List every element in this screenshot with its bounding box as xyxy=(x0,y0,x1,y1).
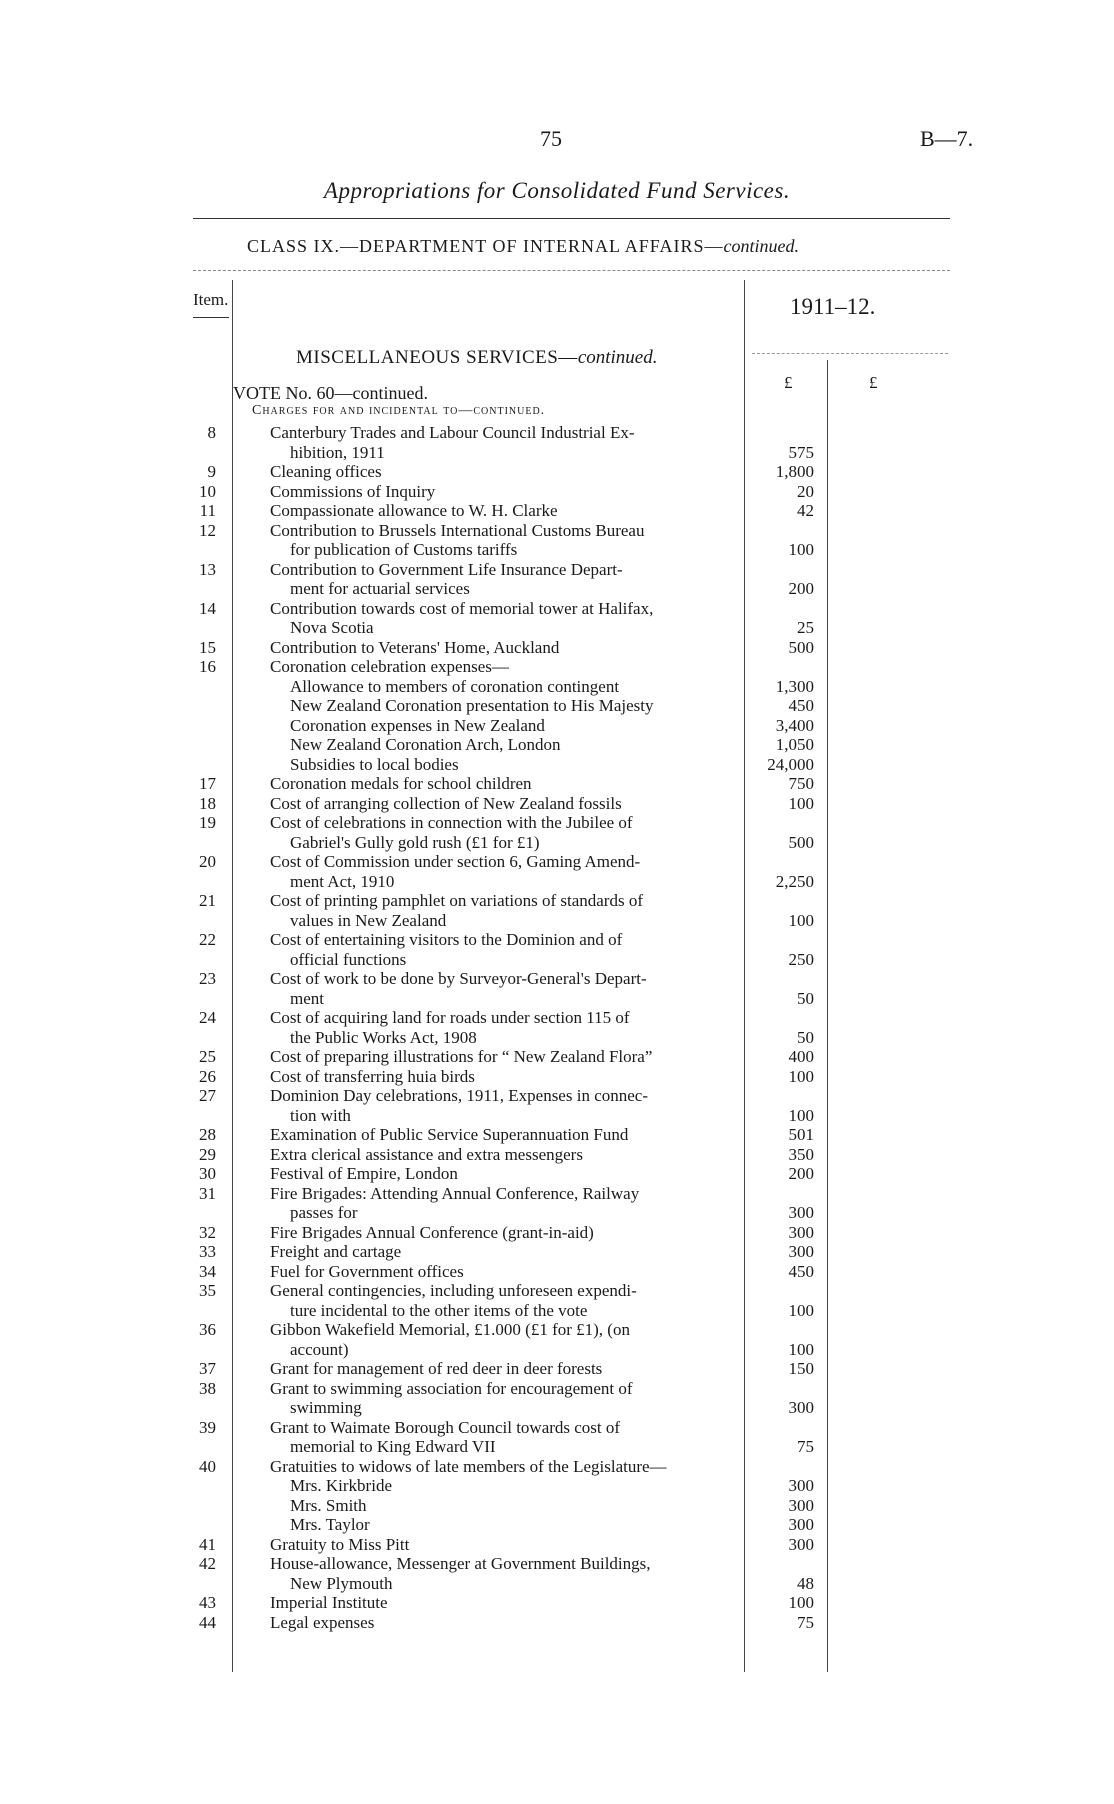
item-number: 17 xyxy=(199,774,216,793)
item-description: ment Act, 1910 xyxy=(290,872,395,891)
table-row xyxy=(0,1281,1114,1300)
item-description: Canterbury Trades and Labour Council Industrial Ex- xyxy=(270,423,635,442)
item-description: swimming xyxy=(290,1398,362,1417)
class-title xyxy=(247,236,799,257)
table-row xyxy=(0,462,1114,481)
item-number: 11 xyxy=(199,501,216,520)
vote-line: VOTE No. 60—continued. xyxy=(233,383,428,403)
item-description: House-allowance, Messenger at Government Buildings, xyxy=(270,1554,651,1573)
table-row xyxy=(0,1047,1114,1066)
table-row xyxy=(0,735,1114,754)
item-description: Cost of printing pamphlet on variations of standards of xyxy=(270,891,643,910)
item-amount: 501 xyxy=(788,1125,814,1144)
item-description: passes for xyxy=(290,1203,358,1222)
item-number: 28 xyxy=(199,1125,216,1144)
item-description: Mrs. Smith xyxy=(290,1496,367,1515)
item-description: Dominion Day celebrations, 1911, Expenses in connec- xyxy=(270,1086,648,1105)
table-row xyxy=(0,989,1114,1008)
table-row xyxy=(0,1593,1114,1612)
table-row xyxy=(0,1613,1114,1632)
table-row xyxy=(0,872,1114,891)
item-number: 19 xyxy=(199,813,216,832)
item-description: Contribution to Government Life Insurance Depart- xyxy=(270,560,623,579)
item-amount: 150 xyxy=(788,1359,814,1378)
item-description: official functions xyxy=(290,950,407,969)
item-amount: 300 xyxy=(788,1398,814,1417)
item-amount: 100 xyxy=(788,1301,814,1320)
table-row xyxy=(0,1515,1114,1534)
item-number: 35 xyxy=(199,1281,216,1300)
item-amount: 25 xyxy=(797,618,814,637)
item-amount: 100 xyxy=(788,1106,814,1125)
item-number: 23 xyxy=(199,969,216,988)
section-title xyxy=(296,347,658,369)
table-row xyxy=(0,1457,1114,1476)
top-rule xyxy=(193,218,950,219)
item-number: 26 xyxy=(199,1067,216,1086)
item-number: 16 xyxy=(199,657,216,676)
table-row xyxy=(0,1476,1114,1495)
item-column-header: Item. xyxy=(193,290,229,309)
year-column-header: 1911–12. xyxy=(790,294,876,319)
table-row xyxy=(0,423,1114,442)
item-description: Subsidies to local bodies xyxy=(290,755,459,774)
table-row xyxy=(0,1164,1114,1183)
item-description: Cost of celebrations in connection with the Jubilee of xyxy=(270,813,633,832)
item-amount: 2,250 xyxy=(775,872,814,891)
table-row xyxy=(0,813,1114,832)
table-row xyxy=(0,1106,1114,1125)
section-title-cont: continued. xyxy=(577,347,658,368)
item-amount: 400 xyxy=(788,1047,814,1066)
item-amount: 350 xyxy=(788,1145,814,1164)
item-number: 18 xyxy=(199,794,216,813)
item-description: hibition, 1911 xyxy=(290,443,385,462)
table-row xyxy=(0,1008,1114,1027)
item-amount: 300 xyxy=(788,1476,814,1495)
item-number: 9 xyxy=(207,462,216,481)
item-description: Contribution to Veterans' Home, Auckland xyxy=(270,638,560,657)
item-description: Cost of arranging collection of New Zealand fossils xyxy=(270,794,622,813)
table-row xyxy=(0,930,1114,949)
item-number: 41 xyxy=(199,1535,216,1554)
item-amount: 300 xyxy=(788,1535,814,1554)
year-subheader-rule xyxy=(752,353,948,354)
item-number: 43 xyxy=(199,1593,216,1612)
item-amount: 100 xyxy=(788,1067,814,1086)
table-row xyxy=(0,774,1114,793)
table-row xyxy=(0,540,1114,559)
item-description: Cost of transferring huia birds xyxy=(270,1067,475,1086)
table-row xyxy=(0,482,1114,501)
item-amount: 100 xyxy=(788,794,814,813)
item-number: 13 xyxy=(199,560,216,579)
item-amount: 48 xyxy=(797,1574,814,1593)
item-description: New Zealand Coronation Arch, London xyxy=(290,735,561,754)
item-description: Freight and cartage xyxy=(270,1242,402,1261)
item-amount: 20 xyxy=(797,482,814,501)
item-number: 42 xyxy=(199,1554,216,1573)
table-row xyxy=(0,1125,1114,1144)
table-row xyxy=(0,696,1114,715)
item-amount: 300 xyxy=(788,1223,814,1242)
item-description: ture incidental to the other items of the vote xyxy=(290,1301,588,1320)
table-row xyxy=(0,833,1114,852)
item-description: Gratuities to widows of late members of the Legislature— xyxy=(270,1457,667,1476)
item-number: 33 xyxy=(199,1242,216,1261)
item-description: Mrs. Kirkbride xyxy=(290,1476,392,1495)
item-description: Compassionate allowance to W. H. Clarke xyxy=(270,501,558,520)
table-row xyxy=(0,1301,1114,1320)
table-row xyxy=(0,1086,1114,1105)
table-row xyxy=(0,755,1114,774)
item-amount: 3,400 xyxy=(775,716,814,735)
item-number: 10 xyxy=(199,482,216,501)
table-row xyxy=(0,657,1114,676)
item-number: 40 xyxy=(199,1457,216,1476)
item-description: tion with xyxy=(290,1106,351,1125)
item-description: Grant to Waimate Borough Council towards cost of xyxy=(270,1418,621,1437)
item-description: Contribution towards cost of memorial tower at Halifax, xyxy=(270,599,654,618)
item-description: Cleaning offices xyxy=(270,462,382,481)
item-amount: 450 xyxy=(788,1262,814,1281)
item-amount: 42 xyxy=(797,501,814,520)
item-description: Mrs. Taylor xyxy=(290,1515,370,1534)
item-number: 25 xyxy=(199,1047,216,1066)
table-row xyxy=(0,1496,1114,1515)
item-number: 30 xyxy=(199,1164,216,1183)
currency-symbol-1: £ xyxy=(784,373,793,392)
item-description: Cost of Commission under section 6, Gaming Amend- xyxy=(270,852,641,871)
item-description: General contingencies, including unforeseen expendi- xyxy=(270,1281,637,1300)
running-title: Appropriations for Consolidated Fund Services. xyxy=(323,178,791,203)
table-row xyxy=(0,1067,1114,1086)
item-number: 31 xyxy=(199,1184,216,1203)
item-description: Allowance to members of coronation contingent xyxy=(290,677,620,696)
item-amount: 100 xyxy=(788,1340,814,1359)
table-row xyxy=(0,638,1114,657)
item-description: memorial to King Edward VII xyxy=(290,1437,496,1456)
table-row xyxy=(0,1203,1114,1222)
item-description: Gabriel's Gully gold rush (£1 for £1) xyxy=(290,833,540,852)
item-amount: 575 xyxy=(788,443,814,462)
item-description: Grant to swimming association for encouragement of xyxy=(270,1379,633,1398)
page-reference: B—7. xyxy=(920,126,974,151)
table-row xyxy=(0,1242,1114,1261)
table-row xyxy=(0,443,1114,462)
table-row xyxy=(0,852,1114,871)
table-row xyxy=(0,1028,1114,1047)
item-description: New Zealand Coronation presentation to His Majesty xyxy=(290,696,654,715)
table-row xyxy=(0,1262,1114,1281)
item-description: ment xyxy=(290,989,324,1008)
currency-symbol-2: £ xyxy=(869,373,878,392)
item-number: 12 xyxy=(199,521,216,540)
item-amount: 300 xyxy=(788,1203,814,1222)
item-description: values in New Zealand xyxy=(290,911,447,930)
charges-line: Charges for and incidental to—continued. xyxy=(252,403,546,418)
item-amount: 100 xyxy=(788,911,814,930)
item-number: 27 xyxy=(199,1086,216,1105)
item-amount: 1,050 xyxy=(775,735,814,754)
item-description: Commissions of Inquiry xyxy=(270,482,436,501)
item-amount: 300 xyxy=(788,1242,814,1261)
item-number: 21 xyxy=(199,891,216,910)
item-description: Fire Brigades: Attending Annual Conference, Railway xyxy=(270,1184,640,1203)
table-row xyxy=(0,1437,1114,1456)
item-number: 39 xyxy=(199,1418,216,1437)
page-number: 75 xyxy=(540,126,562,151)
item-number: 14 xyxy=(199,599,216,618)
table-row xyxy=(0,560,1114,579)
item-amount: 1,300 xyxy=(775,677,814,696)
item-number: 8 xyxy=(207,423,216,442)
item-description: ment for actuarial services xyxy=(290,579,470,598)
item-amount: 250 xyxy=(788,950,814,969)
item-description: for publication of Customs tariffs xyxy=(290,540,518,559)
item-number: 38 xyxy=(199,1379,216,1398)
item-description: Nova Scotia xyxy=(290,618,374,637)
item-amount: 75 xyxy=(797,1437,814,1456)
item-number: 37 xyxy=(199,1359,216,1378)
table-row xyxy=(0,501,1114,520)
item-number: 29 xyxy=(199,1145,216,1164)
class-title-main: CLASS IX.—DEPARTMENT OF INTERNAL AFFAIRS— xyxy=(247,236,724,256)
table-row xyxy=(0,1398,1114,1417)
table-row xyxy=(0,1574,1114,1593)
item-number: 15 xyxy=(199,638,216,657)
item-description: Cost of acquiring land for roads under section 115 of xyxy=(270,1008,630,1027)
item-description: Cost of preparing illustrations for “ New Zealand Flora” xyxy=(270,1047,653,1066)
table-row xyxy=(0,677,1114,696)
table-row xyxy=(0,1223,1114,1242)
item-amount: 100 xyxy=(788,540,814,559)
item-number: 44 xyxy=(199,1613,216,1632)
item-amount: 24,000 xyxy=(767,755,814,774)
table-row xyxy=(0,1379,1114,1398)
table-row xyxy=(0,794,1114,813)
item-description: account) xyxy=(290,1340,349,1359)
table-row xyxy=(0,969,1114,988)
item-description: Fire Brigades Annual Conference (grant-in-aid) xyxy=(270,1223,594,1242)
class-title-cont: continued. xyxy=(723,236,799,256)
item-amount: 300 xyxy=(788,1515,814,1534)
section-title-main: MISCELLANEOUS SERVICES— xyxy=(296,347,578,368)
item-amount: 450 xyxy=(788,696,814,715)
item-description: Coronation expenses in New Zealand xyxy=(290,716,545,735)
item-number: 22 xyxy=(199,930,216,949)
table-row xyxy=(0,1359,1114,1378)
item-amount: 500 xyxy=(788,638,814,657)
item-description: Gratuity to Miss Pitt xyxy=(270,1535,410,1554)
item-description: Cost of entertaining visitors to the Dominion and of xyxy=(270,930,623,949)
item-amount: 200 xyxy=(788,1164,814,1183)
item-description: Contribution to Brussels International Customs Bureau xyxy=(270,521,645,540)
item-amount: 500 xyxy=(788,833,814,852)
item-number: 36 xyxy=(199,1320,216,1339)
item-number: 20 xyxy=(199,852,216,871)
item-amount: 300 xyxy=(788,1496,814,1515)
table-row xyxy=(0,579,1114,598)
table-row xyxy=(0,950,1114,969)
table-row xyxy=(0,911,1114,930)
item-description: Extra clerical assistance and extra messengers xyxy=(270,1145,583,1164)
item-amount: 100 xyxy=(788,1593,814,1612)
item-amount: 75 xyxy=(797,1613,814,1632)
table-row xyxy=(0,599,1114,618)
table-row xyxy=(0,1418,1114,1437)
item-description: Festival of Empire, London xyxy=(270,1164,458,1183)
item-description: Gibbon Wakefield Memorial, £1.000 (£1 for £1), (on xyxy=(270,1320,630,1339)
item-description: Imperial Institute xyxy=(270,1593,388,1612)
table-row xyxy=(0,1340,1114,1359)
item-amount: 50 xyxy=(797,1028,814,1047)
table-row xyxy=(0,1554,1114,1573)
item-description: Coronation celebration expenses— xyxy=(270,657,509,676)
table-row xyxy=(0,521,1114,540)
item-description: Examination of Public Service Superannuation Fund xyxy=(270,1125,629,1144)
item-amount: 50 xyxy=(797,989,814,1008)
item-amount: 1,800 xyxy=(775,462,814,481)
item-number: 24 xyxy=(199,1008,216,1027)
table-row xyxy=(0,891,1114,910)
item-description: Fuel for Government offices xyxy=(270,1262,464,1281)
item-number: 32 xyxy=(199,1223,216,1242)
item-description: Grant for management of red deer in deer forests xyxy=(270,1359,603,1378)
item-description: Legal expenses xyxy=(270,1613,375,1632)
item-number: 34 xyxy=(199,1262,216,1281)
item-header-underline xyxy=(193,317,229,318)
table-row xyxy=(0,1145,1114,1164)
table-row xyxy=(0,1184,1114,1203)
header-rule xyxy=(193,270,950,271)
item-description: Coronation medals for school children xyxy=(270,774,532,793)
table-row xyxy=(0,1320,1114,1339)
item-amount: 750 xyxy=(788,774,814,793)
table-row xyxy=(0,1535,1114,1554)
item-description: the Public Works Act, 1908 xyxy=(290,1028,477,1047)
item-description: New Plymouth xyxy=(290,1574,393,1593)
table-row xyxy=(0,716,1114,735)
item-description: Cost of work to be done by Surveyor-General's Depart- xyxy=(270,969,647,988)
table-row xyxy=(0,618,1114,637)
item-amount: 200 xyxy=(788,579,814,598)
